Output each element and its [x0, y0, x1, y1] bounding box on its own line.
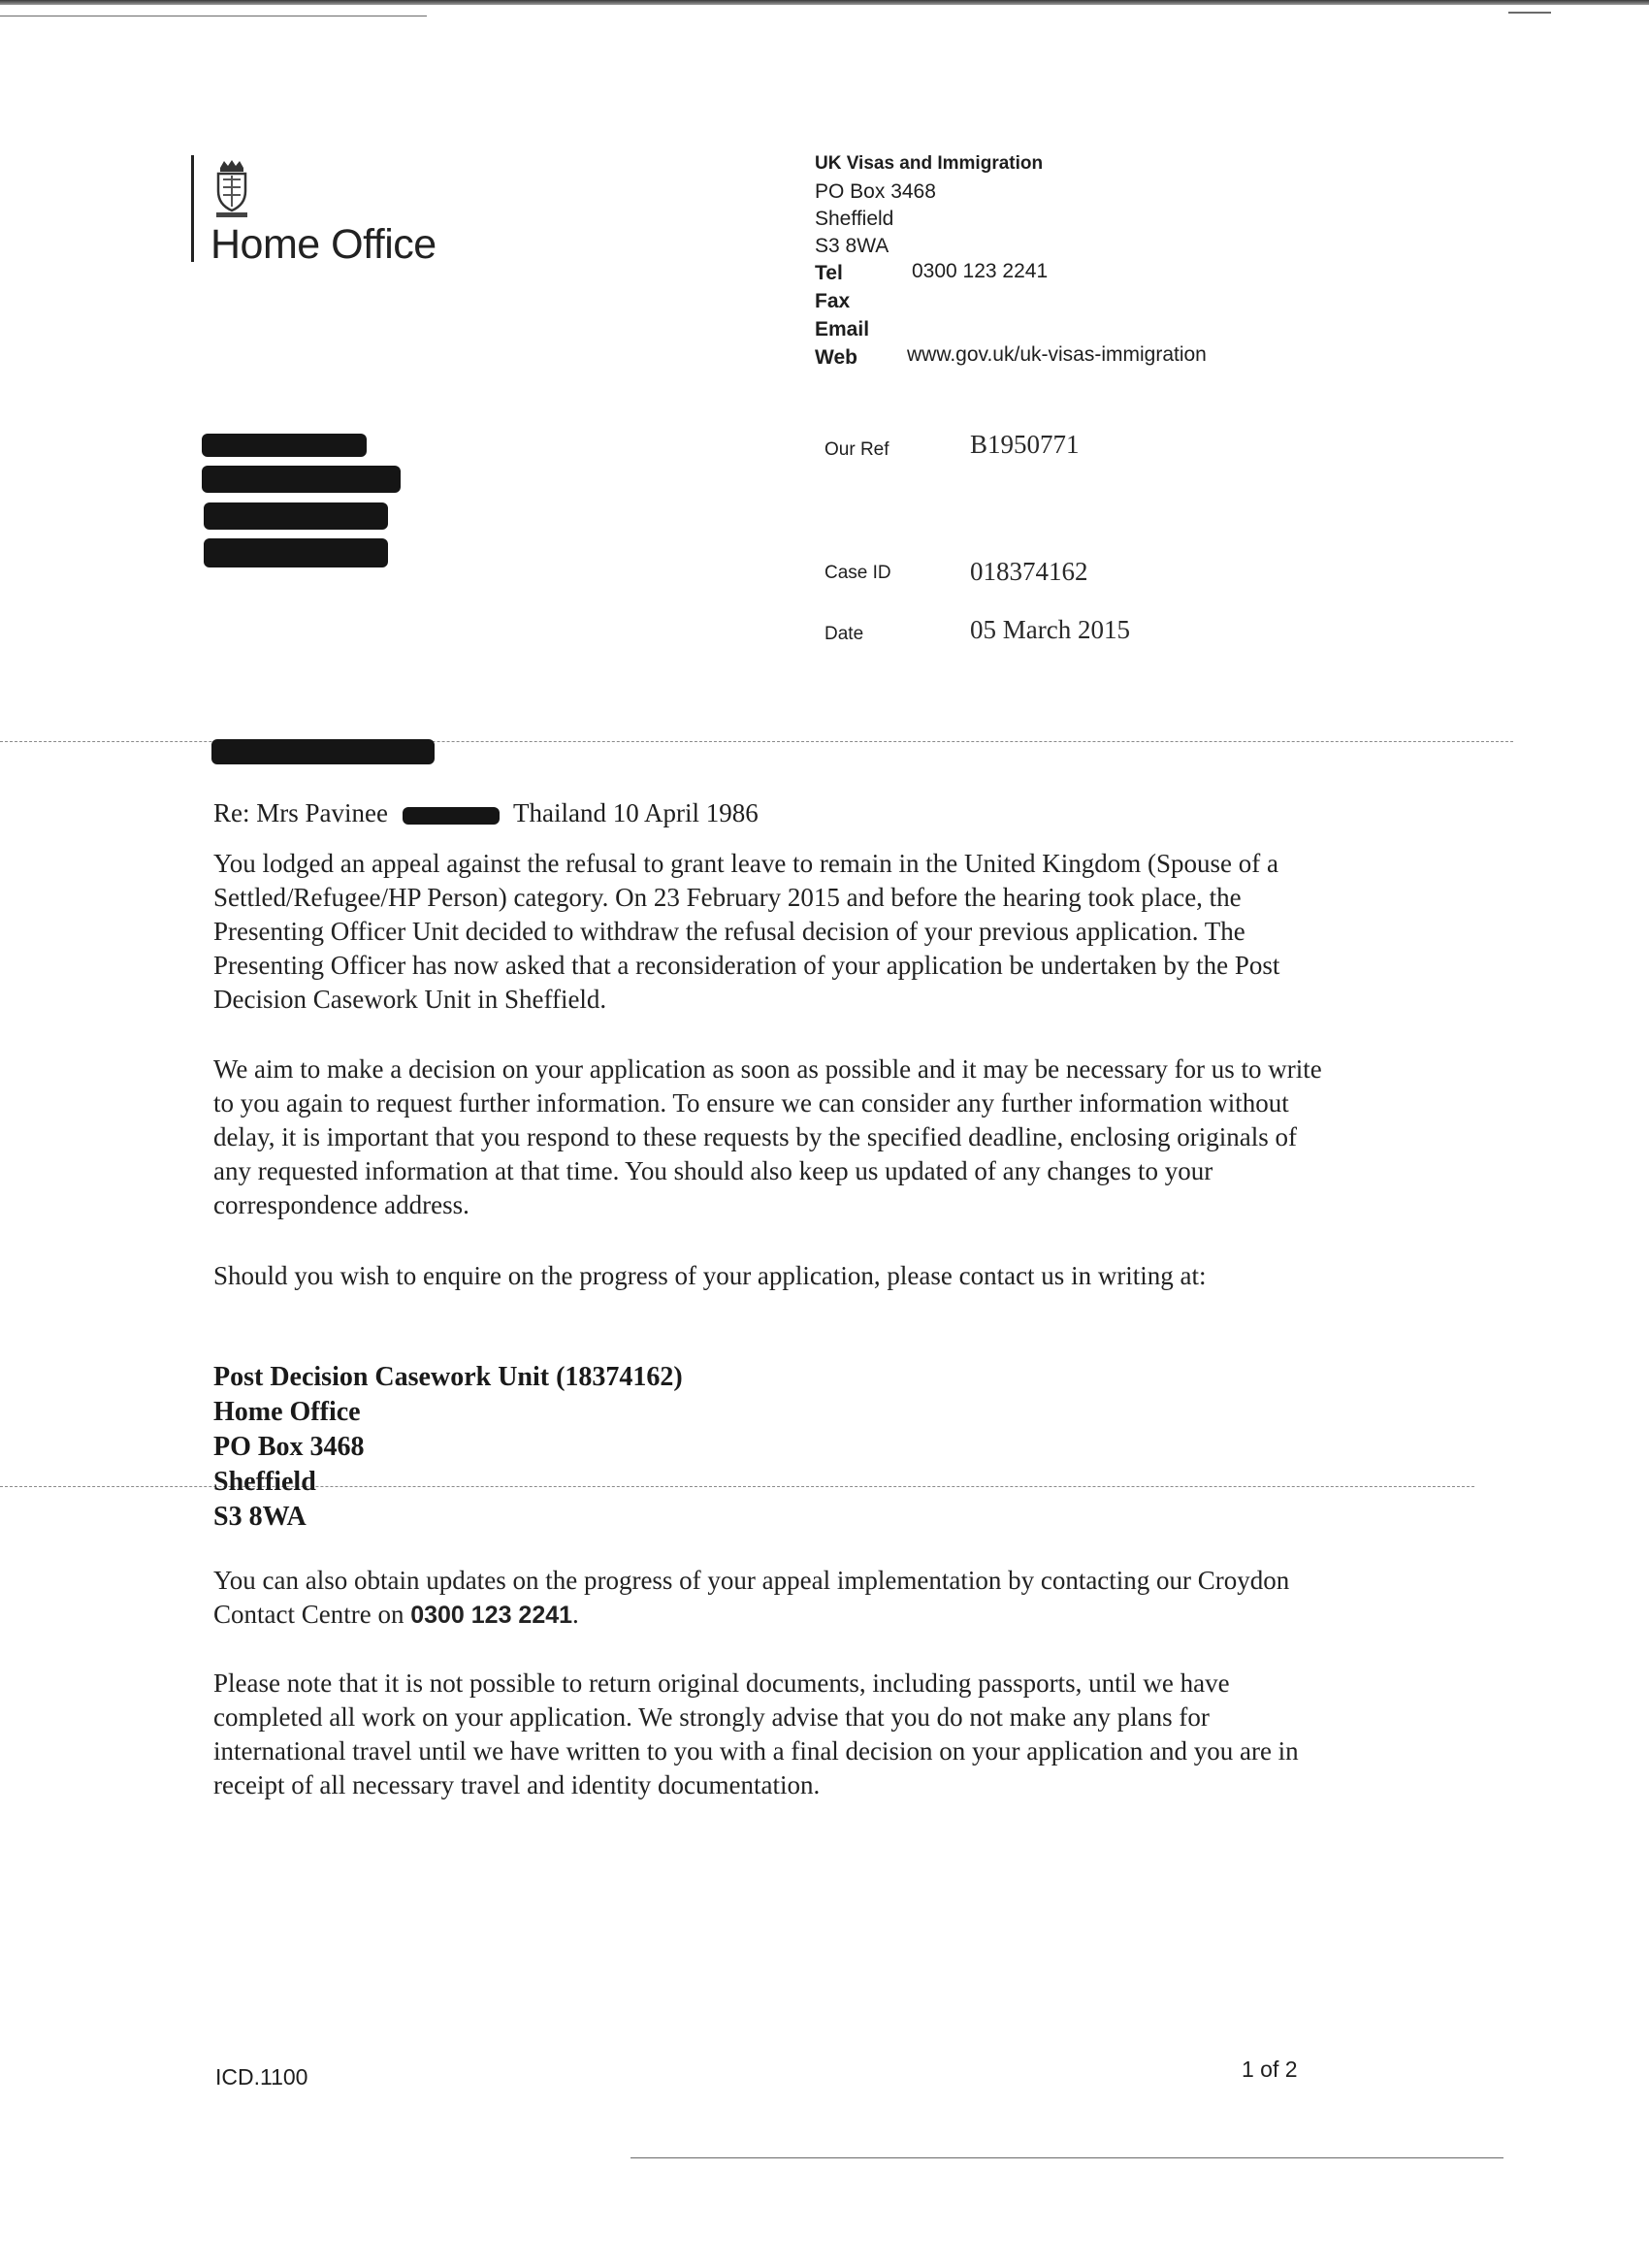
scan-edge-mark [1508, 12, 1551, 14]
paragraph-documents: Please note that it is not possible to return original documents, including passports, until we have completed all work on your application. We strongly advise that you do not make any plans for international travel until we have written to you with a final decision on your application and you are in receipt of all necessary travel and identity documentation. [213, 1669, 1299, 1799]
scan-top-edge [0, 0, 1649, 5]
contact-address-line5: S3 8WA [213, 1502, 307, 1532]
our-ref-value: B1950771 [970, 430, 1080, 459]
page-number: 1 of 2 [1242, 2057, 1298, 2082]
redacted-salutation [211, 739, 435, 764]
date-value: 05 March 2015 [970, 615, 1130, 644]
tel-label: Tel [815, 262, 843, 284]
contact-address-line1: Post Decision Casework Unit (18374162) [213, 1362, 683, 1392]
contact-address-line3: PO Box 3468 [213, 1432, 365, 1462]
tel-value: 0300 123 2241 [912, 260, 1049, 282]
paragraph-updates-text: You can also obtain updates on the progress of your appeal implementation by contacting our Croydon Contact Centre on [213, 1566, 1290, 1629]
case-id-label: Case ID [824, 563, 891, 583]
redacted-surname [403, 807, 500, 825]
re-prefix: Re: Mrs Pavinee [213, 798, 388, 827]
scan-bottom-line [630, 2157, 1504, 2158]
paragraph-enquire: Should you wish to enquire on the progress of your application, please contact us in writing at: [213, 1261, 1207, 1290]
sender-address-line2: Sheffield [815, 208, 894, 230]
contact-address-line2: Home Office [213, 1397, 361, 1427]
redacted-recipient-line1 [202, 434, 367, 457]
fax-label: Fax [815, 290, 851, 312]
contact-address-line4: Sheffield [213, 1467, 316, 1497]
redacted-recipient-line3 [204, 502, 388, 530]
paragraph-decision: We aim to make a decision on your application as soon as possible and it may be necessary for us to write to you again to request further information. To ensure we can consider any further information without delay, it is important that you respond to these requests by the specified deadline, enclosing originals of any requested information at that time. You should also keep us updated of any changes to your correspondence address. [213, 1054, 1322, 1219]
sender-organisation: UK Visas and Immigration [815, 153, 1044, 174]
sender-address-line1: PO Box 3468 [815, 180, 936, 203]
home-office-logo-text: Home Office [210, 221, 436, 268]
our-ref-label: Our Ref [824, 439, 889, 460]
case-id-value: 018374162 [970, 557, 1088, 586]
redacted-recipient-line4 [204, 538, 388, 567]
sender-postcode: S3 8WA [815, 235, 889, 257]
re-line [213, 798, 759, 828]
date-label: Date [824, 624, 864, 644]
web-value: www.gov.uk/uk-visas-immigration [907, 343, 1207, 366]
logo-divider [191, 155, 194, 262]
royal-crest-icon [210, 158, 253, 224]
paragraph-appeal: You lodged an appeal against the refusal to grant leave to remain in the United Kingdom (Spouse of a Settled/Refugee/HP Person) category. On 23 February 2015 and before the hearing took place, the Presenting Officer Unit decided to withdraw the refusal decision of your previous application. The Presenting Officer has now asked that a reconsideration of your application be undertaken by the Post Decision Casework Unit in Sheffield. [213, 849, 1280, 1014]
form-code: ICD.1100 [215, 2064, 308, 2090]
croydon-phone-number: 0300 123 2241 [410, 1602, 573, 1629]
re-suffix: Thailand 10 April 1986 [513, 798, 759, 827]
paragraph-updates-end: . [572, 1600, 579, 1629]
redacted-recipient-line2 [202, 466, 401, 493]
email-label: Email [815, 318, 870, 340]
web-label: Web [815, 346, 857, 369]
paragraph-updates [213, 1564, 1329, 1633]
